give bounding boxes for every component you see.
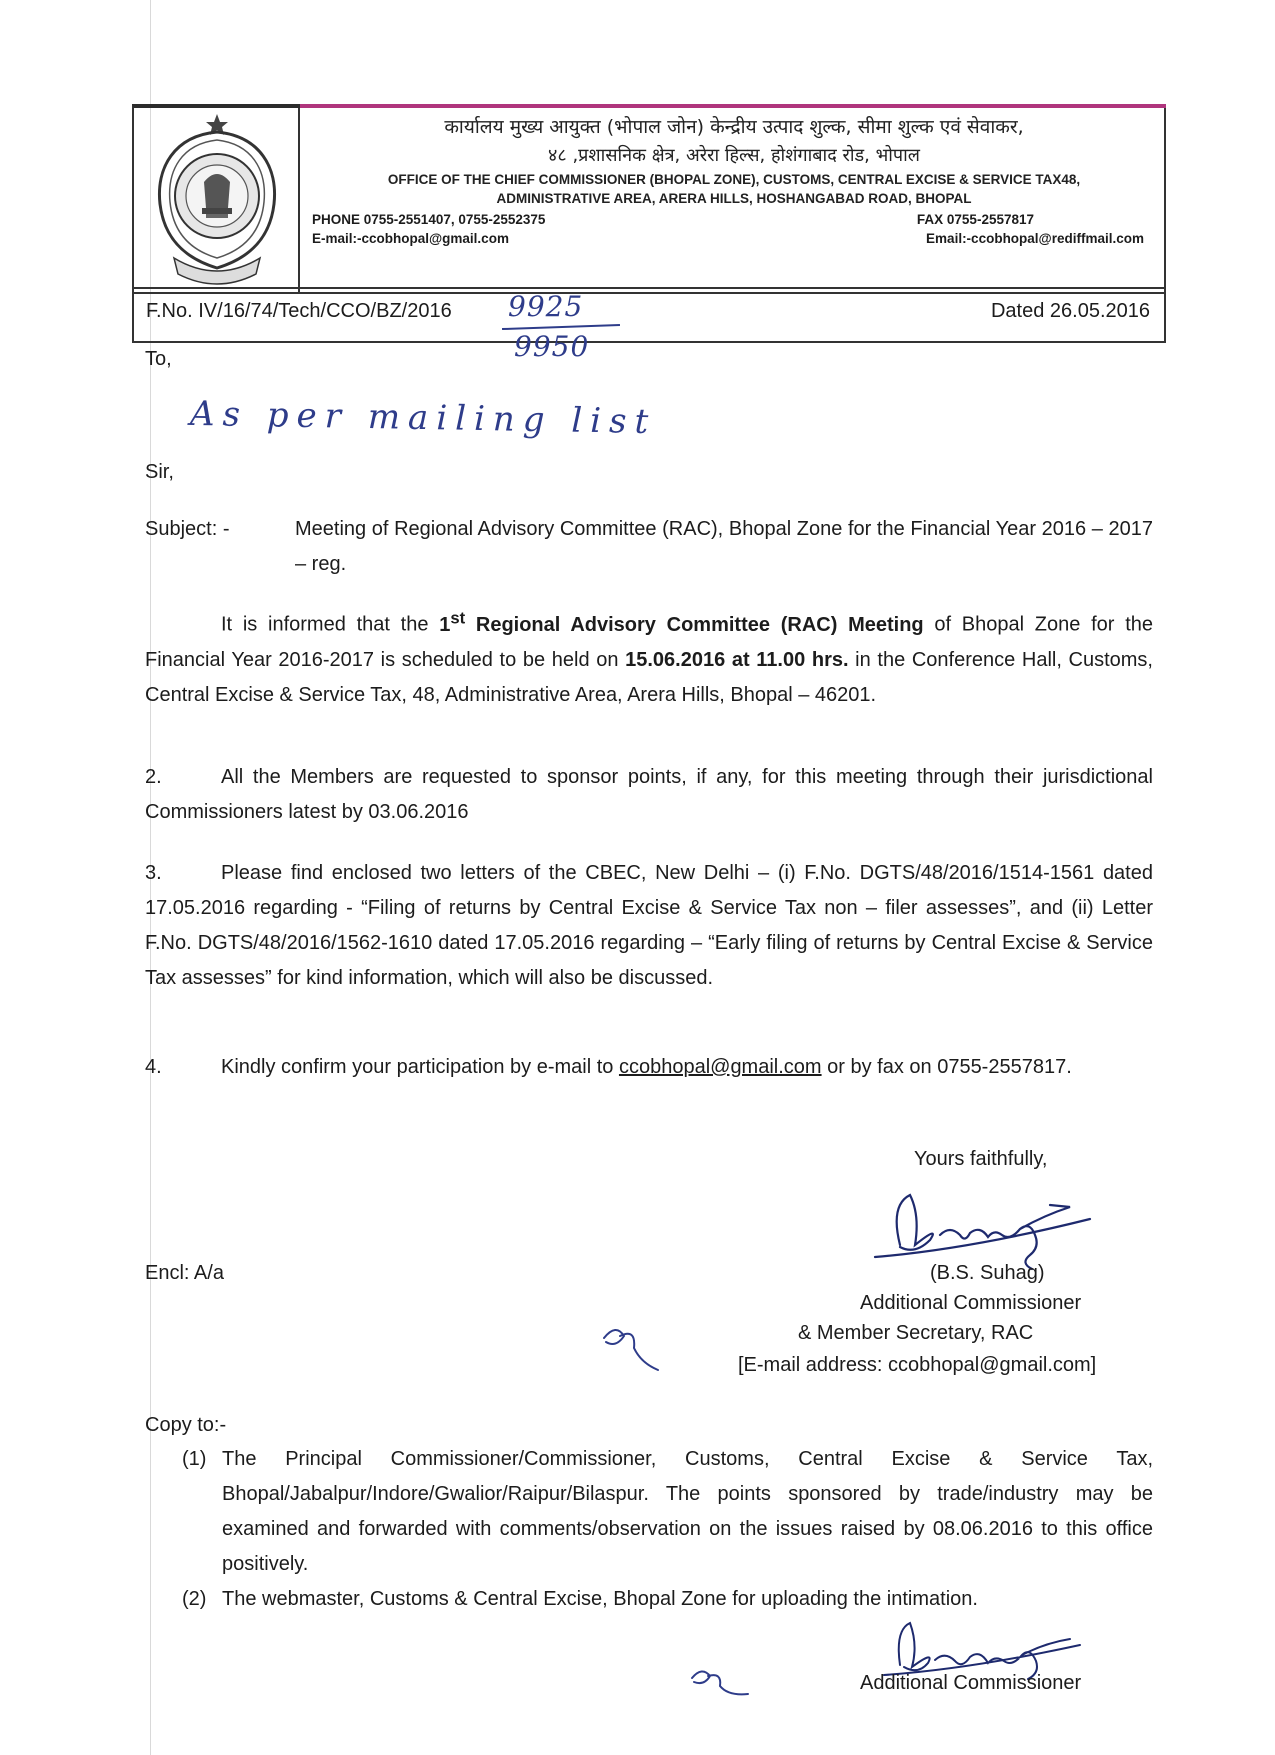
para4-text-a: Kindly confirm your participation by e-mail to xyxy=(221,1056,619,1078)
para2-number: 2. xyxy=(145,766,162,788)
handwritten-dispatch-number-bottom: 9950 xyxy=(514,330,590,363)
letterhead-english-line2: ADMINISTRATIVE AREA, ARERA HILLS, HOSHANGABAD ROAD, BHOPAL xyxy=(496,191,972,206)
file-number-row xyxy=(132,287,1166,343)
letterhead-phone: PHONE 0755-2551407, 0755-2552375 xyxy=(312,212,546,227)
enclosure-note: Encl: A/a xyxy=(145,1262,224,1284)
paragraph-3 xyxy=(145,856,1153,996)
handwritten-dispatch-number-top: 9925 xyxy=(508,290,584,323)
letterhead-fax: FAX 0755-2557817 xyxy=(916,212,1034,227)
state-emblem-seal-icon xyxy=(134,108,300,294)
salutation: Sir, xyxy=(145,461,174,483)
initials-scribble-2 xyxy=(686,1664,756,1704)
letterhead-english-line1: OFFICE OF THE CHIEF COMMISSIONER (BHOPAL ZONE), CUSTOMS, CENTRAL EXCISE & SERVICE TAX48, xyxy=(387,172,1081,187)
copy-to-label: Copy to:- xyxy=(145,1414,227,1436)
yours-faithfully: Yours faithfully, xyxy=(914,1148,1048,1170)
copy-to-item xyxy=(182,1582,1153,1617)
para3-text: Please find enclosed two letters of the CBEC, New Delhi – (i) F.No. DGTS/48/2016/1514-1561 dated 17.05.2016 regarding - “Filing of returns by Central Excise & Service Tax non – filer assesses”, and (ii) Letter F.No. DGTS/48/2016/1562-1610 dated 17.05.2016 regarding – “Early filing of returns by Central Excise & Service Tax assesses” for kind information, which will also be discussed. xyxy=(145,862,1153,989)
letterhead-hindi-line1: कार्यालय मुख्य आयुक्त (भोपाल जोन) केन्द्रीय उत्पाद शुल्क, सीमा शुल्क एवं सेवाकर, xyxy=(444,116,1024,138)
paragraph-1 xyxy=(145,600,1153,713)
letterhead-email-right: Email:-ccobhopal@rediffmail.com xyxy=(926,231,1144,246)
para1-venue: in the Conference Hall, Customs, Central Excise & Service Tax, 48, Administrative Area, Arera Hills, Bhopal – 46201. xyxy=(145,648,1153,706)
para2-text: All the Members are requested to sponsor points, if any, for this meeting through their jurisdictional Commissioners latest by 03.06.2016 xyxy=(145,766,1153,823)
copy-item-text: The Principal Commissioner/Commissioner, Customs, Central Excise & Service Tax, Bhopal/Jabalpur/Indore/Gwalior/Raipur/Bilaspur. The points sponsored by trade/industry may be examined and forwarded with comments/observation on the issues raised by 08.06.2016 to this office positively. xyxy=(222,1448,1153,1575)
copy-item-number: (2) xyxy=(182,1588,207,1610)
letter-date: Dated 26.05.2016 xyxy=(990,300,1150,322)
copy-to-item xyxy=(182,1442,1153,1582)
copy-item-text: The webmaster, Customs & Central Excise, Bhopal Zone for uploading the intimation. xyxy=(222,1588,978,1610)
file-number: F.No. IV/16/74/Tech/CCO/BZ/2016 xyxy=(146,300,452,322)
to-label: To, xyxy=(145,348,172,370)
para1-meeting-datetime: 15.06.2016 at 11.00 hrs. xyxy=(625,648,849,671)
confirmation-email-link[interactable]: ccobhopal@gmail.com xyxy=(618,1056,822,1078)
signature-text: B.S. Suhag xyxy=(870,1172,951,1189)
para4-number: 4. xyxy=(145,1056,162,1078)
copy-item-number: (1) xyxy=(182,1448,207,1470)
handwritten-addressee: As per mailing list xyxy=(189,393,657,443)
letterhead-email-row xyxy=(312,229,1156,248)
letterhead-accent-bar xyxy=(300,104,1166,108)
para1-text-d: of Bhopal Zone for the Financial Year 2016-2017 is scheduled to be held on xyxy=(145,613,1153,671)
emblem-cell xyxy=(134,108,300,294)
letterhead-phone-row xyxy=(312,210,1156,229)
para4-text-b: or by fax on 0755-2557817. xyxy=(821,1056,1072,1078)
para1-meeting-name: Regional Advisory Committee (RAC) Meeting xyxy=(465,613,924,636)
initials-scribble-1 xyxy=(596,1318,666,1378)
footer-designation: Additional Commissioner xyxy=(860,1672,1082,1694)
signatory-designation: Additional Commissioner xyxy=(860,1292,1082,1314)
subject-text: Meeting of Regional Advisory Committee (RAC), Bhopal Zone for the Financial Year 2016 – 2017 – reg. xyxy=(295,518,1153,575)
signatory-designation-2: & Member Secretary, RAC xyxy=(798,1322,1034,1344)
subject-label: Subject: - xyxy=(145,518,230,540)
para1-ordinal-suffix: st xyxy=(450,608,466,627)
letterhead-hindi-line2: ४८ ,प्रशासनिक क्षेत्र, अरेरा हिल्स, होशंगाबाद रोड, भोपाल xyxy=(548,145,920,166)
para3-number: 3. xyxy=(145,862,162,884)
letterhead-email-left: E-mail:-ccobhopal@gmail.com xyxy=(312,231,509,246)
letterhead-text xyxy=(312,112,1156,248)
para1-ordinal: 1 xyxy=(439,613,451,636)
copy-to-list xyxy=(182,1442,1153,1617)
signatory-name: (B.S. Suhag) xyxy=(930,1262,1045,1284)
signatory-email: [E-mail address: ccobhopal@gmail.com] xyxy=(738,1354,1097,1376)
para1-text-a: It is informed that the xyxy=(221,613,440,636)
paragraph-2 xyxy=(145,760,1153,830)
paragraph-4 xyxy=(145,1050,1153,1085)
letterhead xyxy=(132,104,1166,294)
